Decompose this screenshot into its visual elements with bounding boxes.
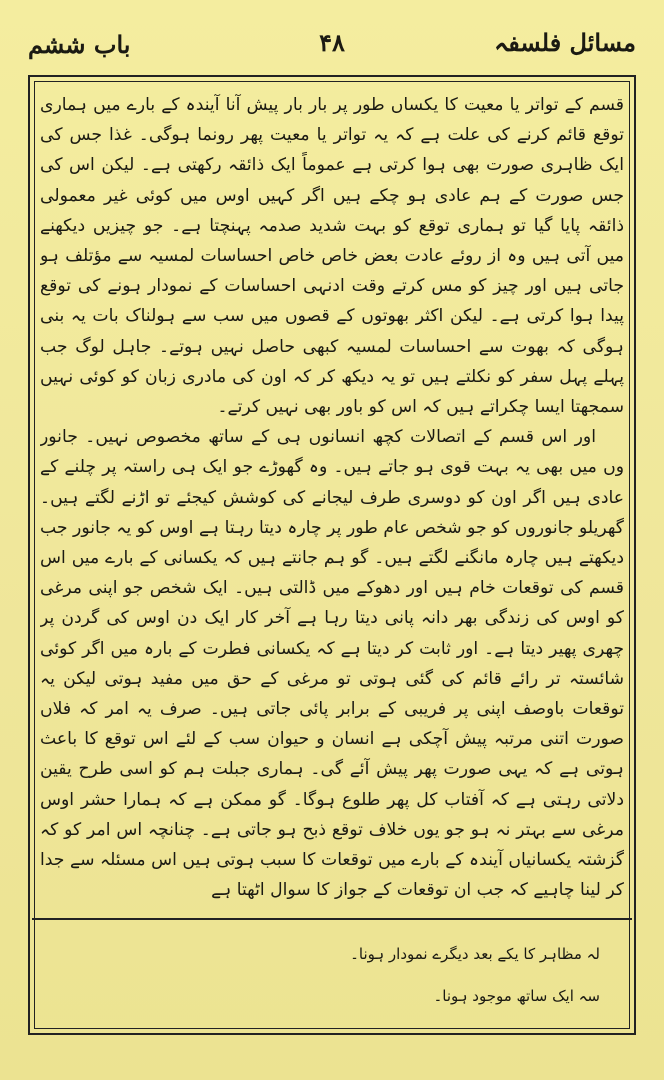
page-number: ۴۸ — [319, 28, 345, 57]
chapter-title: باب ششم — [28, 30, 131, 59]
page-header — [28, 18, 636, 78]
footnote-2: سہ ایک ساتھ موجود ہونا۔ — [433, 987, 600, 1005]
paragraph-2: اور اس قسم کے اتصالات کچھ انسانوں ہی کے ساتھ مخصوص نہیں۔ جانور وں میں بھی یہ بہت قوی ہو جاتے ہیں۔ وہ گھوڑے جو ایک ہی راستہ پر چلنے کے عادی ہیں اگر اون کو دوسری طرف لیجانے کی کوشش کیجئے تو اڑنے لگتے ہیں۔ گھریلو جانوروں کو جو شخص عام طور پر چارہ دیتا رہتا ہے اوس کو یہ جانور جب دیکھتے ہیں چارہ مانگنے لگتے ہیں۔ گو ہم جانتے ہیں کہ یکسانی کے بارے میں اس قسم کی توقعات خام ہیں اور دھوکے میں ڈالتی ہیں۔ ایک شخص جو اپنی مرغی کو اوس کی زندگی بھر دانہ پانی دیتا رہا ہے آخر کار ایک دن اوس کی گردن پر چھری پھیر دیتا ہے۔ اور ثابت کر دیتا ہے کہ یکسانی فطرت کے بارہ میں اگر کوئی شائستہ تر رائے قائم کی گئی ہوتی تو مرغی کے حق میں مفید ہوتی لیکن یہ توقعات باوصف اپنی پر فریبی کے برابر پائی جاتی ہیں۔ صرف یہ امر کہ فلاں صورت اتنی مرتبہ پیش آچکی ہے انسان و حیوان سب کے لئے اس توقع کا باعث ہوتی ہے کہ یہی صورت پھر پیش آئے گی۔ ہماری جبلت ہم کو اسی طرح یقین دلاتی رہتی ہے کہ آفتاب کل پھر طلوع ہوگا۔ گو ممکن ہے کہ ہمارا حشر اوس مرغی سے بہتر نہ ہو جو یوں خلاف توقع ذبح ہو جاتی ہے۔ چنانچہ اس امر کو کہ گزشتہ یکسانیاں آیندہ کے بارے میں توقعات کا سبب ہوتی ہیں اس مسئلہ سے جدا کر لینا چاہیے کہ جب ان توقعات کے جواز کا سوال اٹھتا ہے — [40, 427, 624, 901]
book-title: مسائل فلسفہ — [494, 28, 636, 57]
paragraph-1: قسم کے تواتر یا معیت کا یکساں طور پر بار بار پیش آنا آیندہ کے بارے میں ہماری توقع قائم کرنے کی علت ہے کہ یہ تواتر یا معیت پھر رونما ہوگی۔ غذا جس کی ایک ظاہری صورت بھی ہوا کرتی ہے عموماً ایک ذائقہ رکھتی ہے۔ لیکن اس کی جس صورت کے ہم عادی ہو چکے ہیں اگر کہیں اوس میں کوئی غیر معمولی ذائقہ پایا گیا تو ہماری توقع کو بہت شدید صدمہ پہنچتا ہے۔ جو چیزیں دیکھنے میں آتی ہیں وہ از روئے عادت بعض خاص خاص احساسات لمسیہ سے مؤتلف ہو جاتی ہیں اور چیز کو مس کرتے وقت ادنہی احساسات کے نمودار ہونے کی توقع پیدا ہوا کرتی ہے۔ لیکن اکثر بھوتوں کے قصوں میں سب سے ہولناک بات یہ بنی ہوگی کہ بھوت سے احساسات لمسیہ کبھی حاصل نہیں ہوتے۔ جاہل لوگ جب پہلے پہل سفر کو نکلتے ہیں تو یہ دیکھ کر کہ اون کی مادری زبان کو کوئی نہیں سمجھتا ایسا چکراتے ہیں کہ اس کو باور بھی نہیں کرتے۔ — [40, 95, 624, 418]
footnotes — [60, 940, 600, 1030]
footnote-1: لہ مظاہر کا یکے بعد دیگرے نمودار ہونا۔ — [350, 945, 600, 963]
main-text — [40, 90, 624, 905]
footnote-divider — [32, 918, 632, 920]
